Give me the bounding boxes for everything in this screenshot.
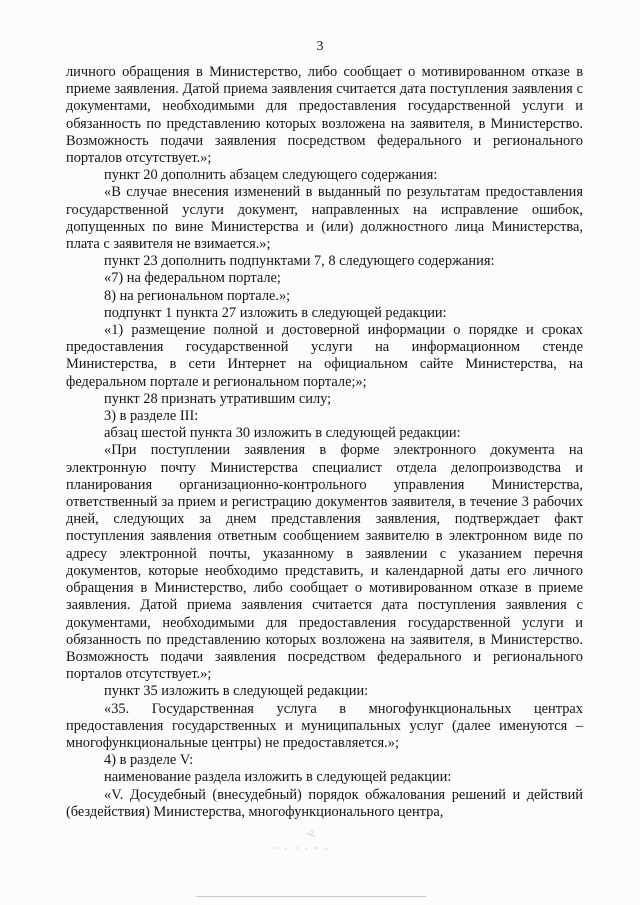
paragraph: пункт 35 изложить в следующей редакции: [104, 683, 369, 700]
paragraph: «При поступлении заявления в форме электронного документа на электронную почту Министерства специалист отдела делопроизводства и планирования организационно-контрольного управления Министерства, ответственный за прием и регистрацию документов заявителя, в течение 3 рабочих дней, следующих за днем представления заявления, подтверждает факт поступления заявления ответным сообщением заявителю в электронном виде по адресу электронной почты, указанному в заявлении с указанием перечня документов, которые необходимо представить, и календарной даты его личного обращения в Министерство, либо сообщает о мотивированном отказе в приеме заявления. Датой приема заявления считается дата поступления заявления с документами, необходимыми для предоставления государственной услуги и обязанность по представлению которых возложена на заявителя, в Министерство. Возможность подачи заявления посредством федерального и регионального порталов отсутствует.»; [66, 442, 583, 683]
paragraph: «V. Досудебный (внесудебный) порядок обжалования решений и действий (бездействия) Министерства, многофункционального центра, [66, 786, 583, 820]
paragraph: «1) размещение полной и достоверной информации о порядке и сроках предоставления государственной услуги на информационном стенде Министерства, в сети Интернет на официальном сайте Министерства, на федеральном портале и региональном портале;»; [66, 322, 583, 390]
paragraph: 3) в разделе III: [104, 408, 199, 425]
paragraph: 4) в разделе V: [104, 752, 194, 769]
page-bottom-rule [196, 896, 426, 897]
paragraph: подпункт 1 пункта 27 изложить в следующей редакции: [104, 304, 447, 321]
paragraph: «В случае внесения изменений в выданный по результатам предоставления государственной услуги документ, направленных на исправление ошибок, допущенных по вине Министерства и (или) должностного лица Министерства, плата с заявителя не взимается.»; [66, 184, 583, 253]
paragraph: наименование раздела изложить в следующей редакции: [104, 769, 452, 786]
paragraph: «7) на федеральном портале; [104, 270, 281, 287]
paragraph: пункт 20 дополнить абзацем следующего содержания: [104, 167, 438, 184]
page-number: 3 [316, 39, 324, 54]
paragraph: пункт 23 дополнить подпунктами 7, 8 следующего содержания: [104, 253, 495, 270]
paragraph: личного обращения в Министерство, либо сообщает о мотивированном отказе в приеме заявления. Датой приема заявления считается дата поступления заявления с документами, необходимыми для предоставления государственной услуги и обязанность по представлению которых возложена на заявителя, в Министерство. Возможность подачи заявления посредством федерального и регионального порталов отсутствует.»; [66, 64, 583, 167]
paragraph: пункт 28 признать утратившим силу; [104, 390, 332, 407]
document-body [66, 64, 583, 821]
paragraph: абзац шестой пункта 30 изложить в следующей редакции: [104, 425, 461, 442]
paragraph: «35. Государственная услуга в многофункциональных центрах предоставления государственных и муниципальных услуг (далее именуются – многофункциональные центры) не предоставляется.»; [66, 700, 583, 751]
paragraph: 8) на региональном портале.»; [104, 287, 291, 304]
faint-stamp-mark [270, 826, 340, 854]
